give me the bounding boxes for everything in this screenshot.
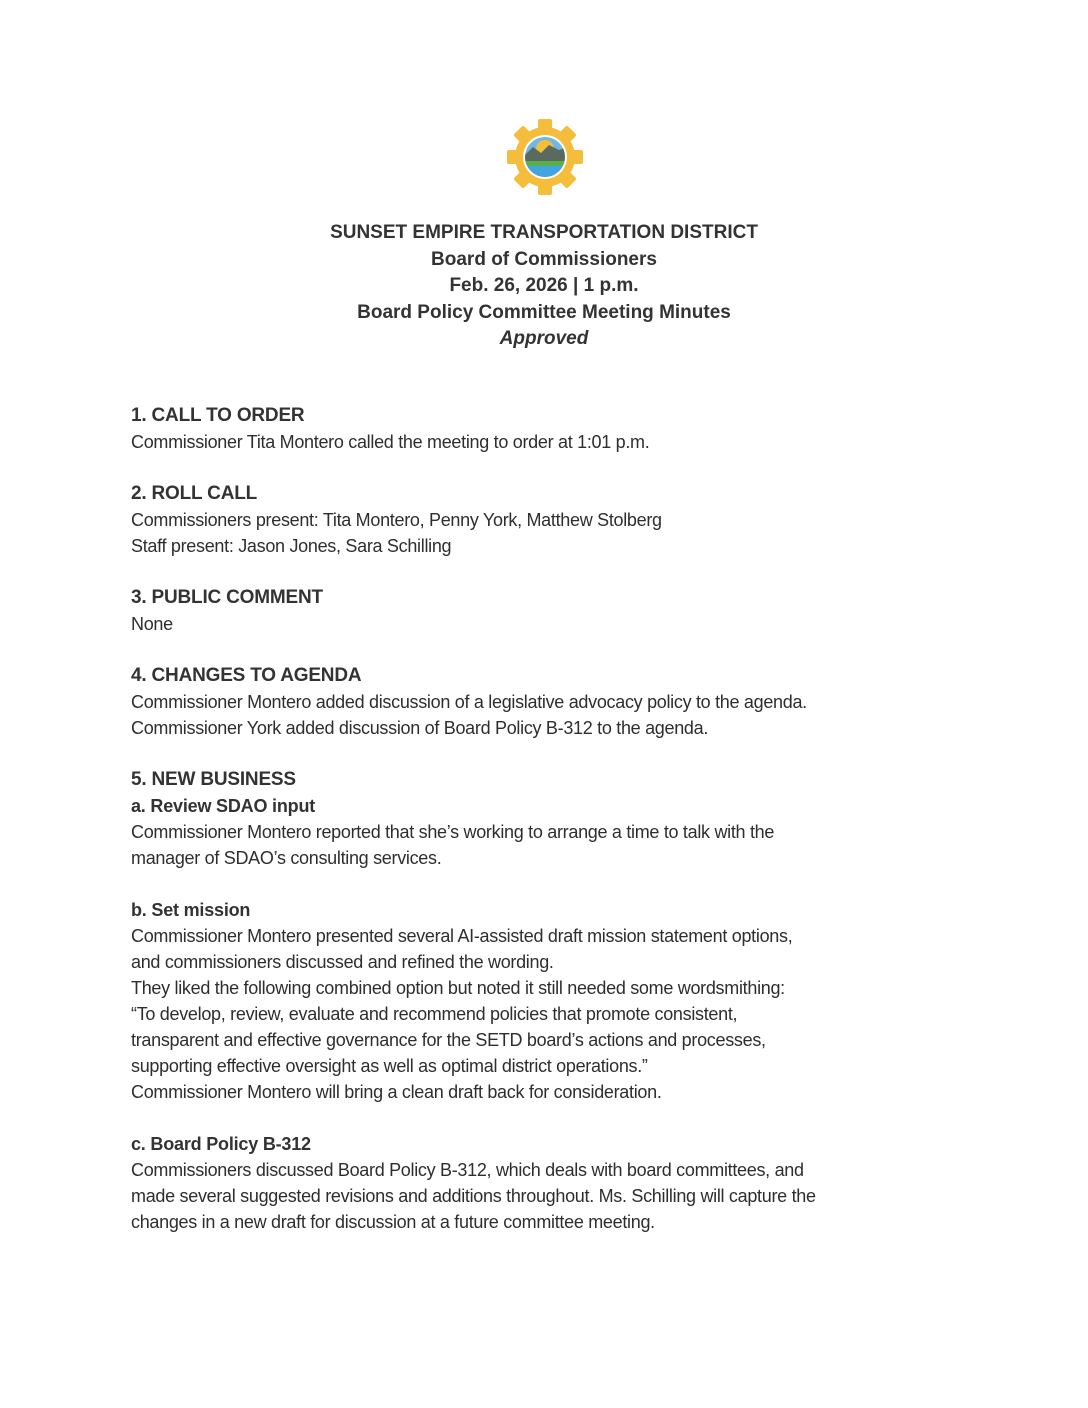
section-title: 1. CALL TO ORDER bbox=[131, 405, 305, 426]
document-header bbox=[0, 220, 1088, 353]
section-roll-call bbox=[131, 481, 971, 559]
section-line: Commissioner Montero reported that she’s working to arrange a time to talk with the bbox=[131, 822, 775, 842]
section-text: Commissioner Tita Montero called the meeting to order at 1:01 p.m. bbox=[131, 432, 650, 452]
section-line: Commissioner Montero presented several AI-assisted draft mission statement options, bbox=[131, 926, 793, 946]
subsection-title: c. Board Policy B-312 bbox=[131, 1134, 311, 1154]
minutes-body bbox=[131, 403, 971, 1235]
subsection-review-sdao-input bbox=[131, 793, 971, 871]
section-line: and commissioners discussed and refined the wording. bbox=[131, 952, 554, 972]
district-logo-icon bbox=[505, 117, 585, 197]
section-line: made several suggested revisions and additions throughout. Ms. Schilling will capture the bbox=[131, 1186, 816, 1206]
section-line: Commissioner Montero will bring a clean draft back for consideration. bbox=[131, 1082, 662, 1102]
section-call-to-order bbox=[131, 403, 971, 455]
mission-quote-line: transparent and effective governance for the SETD board’s actions and processes, bbox=[131, 1030, 766, 1050]
section-new-business bbox=[131, 767, 971, 1235]
commissioners-present: Commissioners present: Tita Montero, Penny York, Matthew Stolberg bbox=[131, 510, 662, 530]
document-title: Board Policy Committee Meeting Minutes bbox=[357, 301, 731, 323]
staff-present: Staff present: Jason Jones, Sara Schilling bbox=[131, 536, 452, 556]
organization-name: SUNSET EMPIRE TRANSPORTATION DISTRICT bbox=[330, 222, 758, 243]
mission-quote-line: “To develop, review, evaluate and recommend policies that promote consistent, bbox=[131, 1004, 738, 1024]
section-line: Commissioner Montero added discussion of a legislative advocacy policy to the agenda. bbox=[131, 692, 807, 712]
section-line: changes in a new draft for discussion at a future committee meeting. bbox=[131, 1212, 655, 1232]
subsection-title: b. Set mission bbox=[131, 900, 251, 920]
section-text: None bbox=[131, 614, 173, 634]
section-title: 3. PUBLIC COMMENT bbox=[131, 587, 323, 608]
section-title: 4. CHANGES TO AGENDA bbox=[131, 665, 362, 686]
board-name: Board of Commissioners bbox=[431, 248, 657, 270]
subsection-title: a. Review SDAO input bbox=[131, 796, 316, 816]
section-title: 5. NEW BUSINESS bbox=[131, 769, 296, 790]
section-line: They liked the following combined option but noted it still needed some wordsmithing: bbox=[131, 978, 785, 998]
section-public-comment bbox=[131, 585, 971, 637]
section-line: manager of SDAO’s consulting services. bbox=[131, 848, 442, 868]
subsection-set-mission bbox=[131, 897, 971, 1105]
section-line: Commissioner York added discussion of Board Policy B-312 to the agenda. bbox=[131, 718, 709, 738]
section-line: Commissioners discussed Board Policy B-312, which deals with board committees, and bbox=[131, 1160, 804, 1180]
mission-quote-line: supporting effective oversight as well as optimal district operations.” bbox=[131, 1056, 648, 1076]
subsection-board-policy-b312 bbox=[131, 1131, 971, 1235]
section-changes-to-agenda bbox=[131, 663, 971, 741]
approval-status: Approved bbox=[499, 328, 589, 349]
meeting-date: Feb. 26, 2026 | 1 p.m. bbox=[449, 275, 639, 296]
section-title: 2. ROLL CALL bbox=[131, 483, 258, 504]
